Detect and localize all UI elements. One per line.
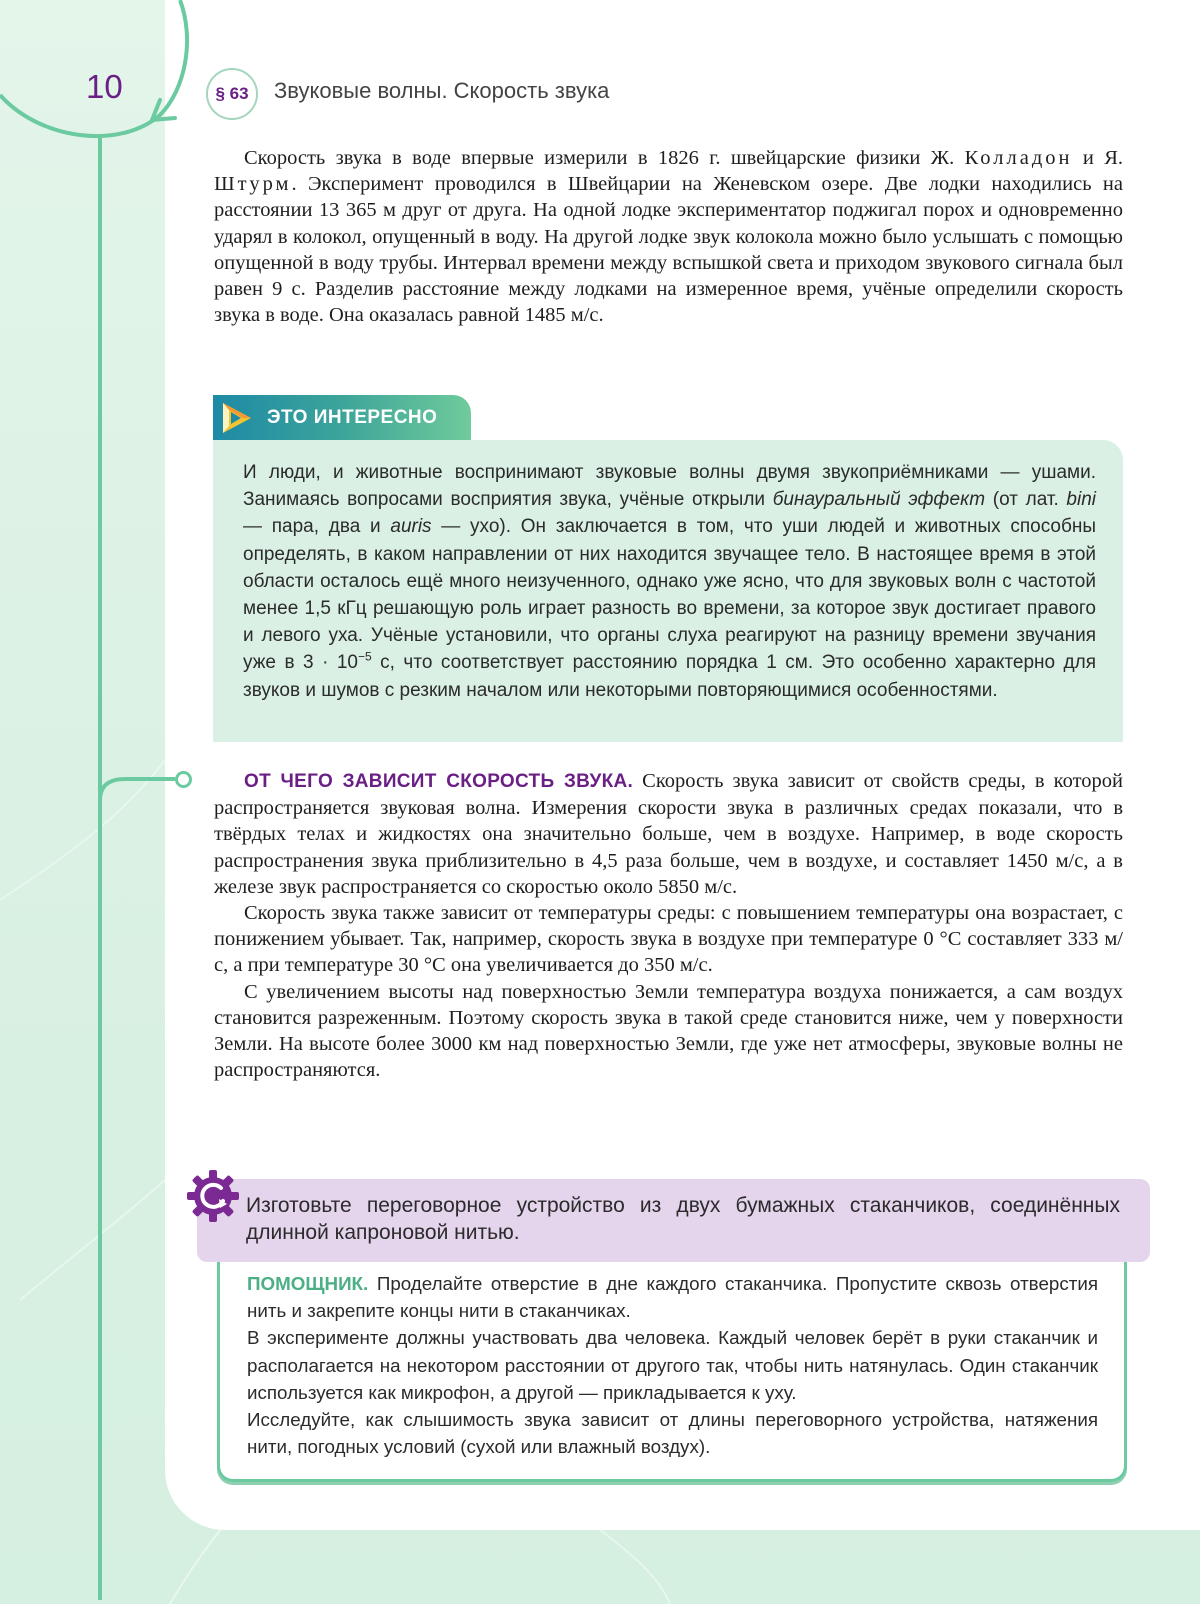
intro-text: . Эксперимент проводился в Швейцарии на Женевском озере. Две лодки находились на расстоянии 13 365 м друг от друга. На одной лодке экспериментатор поджигал порох и одновременно ударял в колокол, опущенный в воду. На другой лодке звук колокола можно было услышать с помощью опущенной в воду трубы. Интервал времени между вспышкой света и приходом звукового сигнала был равен 9 с. Разделив расстояние между лодками на измеренное время, учёные определили скорость звука в воде. Она оказалась равной 1485 м/с. bbox=[214, 173, 1123, 327]
interesting-text: — пара, два и bbox=[243, 516, 391, 538]
play-triangle-logo-icon bbox=[219, 400, 255, 436]
intro-text: и Я. bbox=[1072, 147, 1123, 169]
section-title: Звуковые волны. Скорость звука bbox=[274, 78, 610, 103]
gear-refresh-icon bbox=[185, 1168, 241, 1224]
section-heading: ОТ ЧЕГО ЗАВИСИТ СКОРОСТЬ ЗВУКА. bbox=[244, 771, 634, 792]
main-paragraph: Скорость звука также зависит от температуры среды: с повышением температуры она возрастает, с понижением убывает. Так, например, скорость звука в воздухе при температуре 0 °С составляет 333 м/с, а при температуре 30 °С она увеличивается до 350 м/с. bbox=[214, 902, 1123, 977]
timeline-branch-marker bbox=[175, 771, 192, 788]
intro-paragraph bbox=[214, 145, 1123, 328]
latin-word: bini bbox=[1066, 489, 1096, 511]
interesting-text: — ухо). Он заключается в том, что уши людей и животных способны определять, в каком направлении от них находится звучащее тело. В настоящее время в этой области осталось ещё много неизученного, однако уже ясно, что для звуковых волн с частотой менее 1,5 кГц решающую роль играет разность во времени, за которое звук достигает правого и левого уха. Учёные установили, что органы слуха реагируют на разницу времени звучания уже в 3 · 10 bbox=[243, 516, 1097, 674]
helper-text: Исследуйте, как слышимость звука зависит от длины переговорного устройства, натяжения нити, погодных условий (сухой или влажный воздух). bbox=[247, 1409, 1098, 1458]
task-box bbox=[197, 1179, 1150, 1262]
interesting-text: (от лат. bbox=[985, 489, 1067, 511]
task-text: Изготовьте переговорное устройство из двух бумажных стаканчиков, соединённых длинной капроновой нитью. bbox=[246, 1194, 1120, 1244]
exponent: −5 bbox=[358, 650, 372, 665]
main-section bbox=[214, 768, 1123, 1083]
scientist-name: Штурм bbox=[214, 173, 292, 196]
scientist-name: Колладон bbox=[964, 147, 1073, 169]
main-paragraph: С увеличением высоты над поверхностью Земли температура воздуха понижается, а сам воздух становится разреженным. Поэтому скорость звука в такой среде становится ниже, чем у поверхности Земли. На высоте более 3000 км над поверхностью Земли, где уже нет атмосферы, звуковые волны не распространяются. bbox=[214, 980, 1123, 1082]
section-number-badge: § 63 bbox=[206, 68, 258, 120]
interesting-header bbox=[213, 395, 471, 440]
helper-box bbox=[217, 1262, 1127, 1482]
helper-label: ПОМОЩНИК. bbox=[247, 1273, 369, 1294]
helper-text: В эксперименте должны участвовать два человека. Каждый человек берёт в руки стаканчик и располагается на некотором расстоянии от другого так, чтобы нить натянулась. Один стаканчик используется как микрофон, а другой — прикладывается к уху. bbox=[247, 1327, 1098, 1403]
main-paragraph: Скорость звука зависит от свойств среды, в которой распространяется звуковая волна. Измерения скорости звука в различных средах показали, что в твёрдых телах и жидкостях она значительно больше, чем в воздухе. Например, в воде скорость распространения звука приблизительно в 4,5 раза больше, чем в воздухе, и составляет 1450 м/с, а в железе звук распространяется со скоростью около 5850 м/с. bbox=[214, 770, 1123, 898]
interesting-text: И люди, и животные воспринимают звуковые волны двумя звукоприёмниками — ушами. Занимаясь вопросами восприятия звука, учёные открыли bbox=[243, 462, 1096, 511]
interesting-label: ЭТО ИНТЕРЕСНО bbox=[267, 406, 438, 428]
term-italic: бинауральный эффект bbox=[772, 489, 986, 511]
page-number: 10 bbox=[86, 68, 123, 105]
interesting-box bbox=[213, 440, 1123, 742]
interesting-text: с, что соответствует расстоянию порядка 1 см. Это особенно характерно для звуков и шумов с резким началом или некоторыми повторяющимися особенностями. bbox=[243, 652, 1097, 701]
helper-text: Проделайте отверстие в дне каждого стаканчика. Пропустите сквозь отверстия нить и закрепите концы нити в стаканчиках. bbox=[247, 1273, 1098, 1322]
latin-word: auris bbox=[390, 516, 432, 538]
intro-text: Скорость звука в воде впервые измерили в 1826 г. швейцарские физики Ж. bbox=[244, 147, 965, 169]
